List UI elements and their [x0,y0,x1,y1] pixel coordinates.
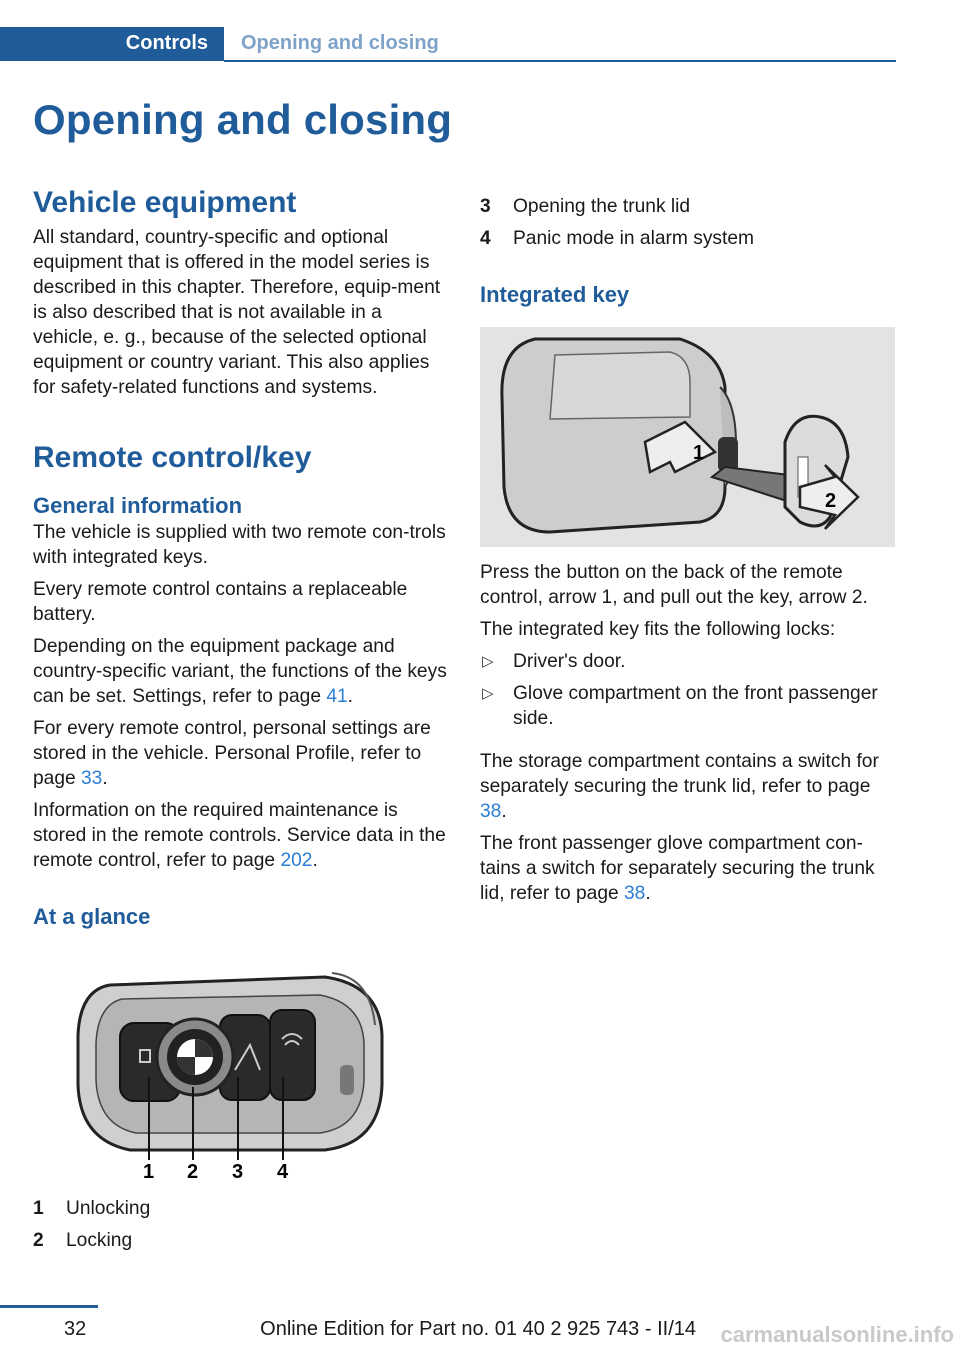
list-item: 3 Opening the trunk lid [480,196,691,217]
heading-remote-control: Remote control/key [33,441,312,474]
list-item: 4 Panic mode in alarm system [480,228,754,249]
fig-label-2: 2 [187,1161,199,1183]
para-general-2: Every remote control contains a replaceable battery. [33,579,408,625]
heading-vehicle-equipment: Vehicle equipment [33,186,297,219]
para-general-5: Information on the required maintenance is stored in the remote controls. Service data in the remote control, refer to page 202. [33,800,446,871]
para-key-3: The storage compartment contains a switch for separately securing the trunk lid, refer to page 38. [480,751,879,822]
fig-label-4: 4 [277,1161,289,1183]
para-general-3: Depending on the equipment package and country-specific variant, the functions of the keys can be set. Settings, refer to page 41. [33,636,447,707]
list-item: 1 Unlocking [33,1198,151,1219]
triangle-bullet-icon: ▷ [482,685,494,702]
section-title: Opening and closing [241,32,439,54]
right-column-bottom [480,560,896,913]
para-general-1: The vehicle is supplied with two remote con-trols with integrated keys. [33,522,446,568]
integrated-key-figure [480,327,895,547]
page-number: 32 [64,1318,87,1340]
watermark: carmanualsonline.info [720,1322,954,1347]
heading-at-a-glance: At a glance [33,904,151,929]
fig-label-1: 1 [143,1161,155,1183]
right-column-top [480,194,896,309]
triangle-bullet-icon: ▷ [482,653,494,670]
list-item: ▷ Glove compartment on the front passenger side. [482,683,878,729]
glance-list [33,1196,448,1260]
chapter-tab[interactable] [0,27,224,61]
chapter-tab-label: Controls [125,32,208,54]
page-link-38[interactable]: 38 [480,801,502,822]
para-key-2: The integrated key fits the following locks: [480,619,836,640]
arrow-label-2: 2 [825,490,837,512]
page-link-38-b[interactable]: 38 [624,883,646,904]
page-link-41[interactable]: 41 [326,686,348,707]
para-vehicle-equipment: All standard, country-specific and optional equipment that is offered in the model series is described in this chapter. Therefore, equip-ment is also described that is not available in a vehicle, e. g., because of the selected optional equipment or country variant. This also applies for safety-related functions and systems. [33,227,441,398]
edition-note: Online Edition for Part no. 01 40 2 925 743 - II/14 [260,1318,696,1340]
list-item: 2 Locking [33,1230,133,1251]
fig-label-3: 3 [232,1161,244,1183]
page-title: Opening and closing [33,96,453,143]
header-rule [224,60,896,62]
para-general-4: For every remote control, personal settings are stored in the vehicle. Personal Profile, refer to page 33. [33,718,431,789]
heading-integrated-key: Integrated key [480,282,630,307]
para-key-4: The front passenger glove compartment con-tains a switch for separately securing the trunk lid, refer to page 38. [480,833,875,904]
page-link-33[interactable]: 33 [81,768,103,789]
heading-general-info: General information [33,493,243,518]
footer-rule [0,1305,98,1308]
para-key-1: Press the button on the back of the remote control, arrow 1, and pull out the key, arrow 2. [480,562,868,608]
list-item: ▷ Driver's door. [482,651,626,672]
remote-control-figure [70,965,390,1185]
arrow-label-1: 1 [693,442,705,464]
left-column [33,185,448,931]
page-link-202[interactable]: 202 [280,850,313,871]
